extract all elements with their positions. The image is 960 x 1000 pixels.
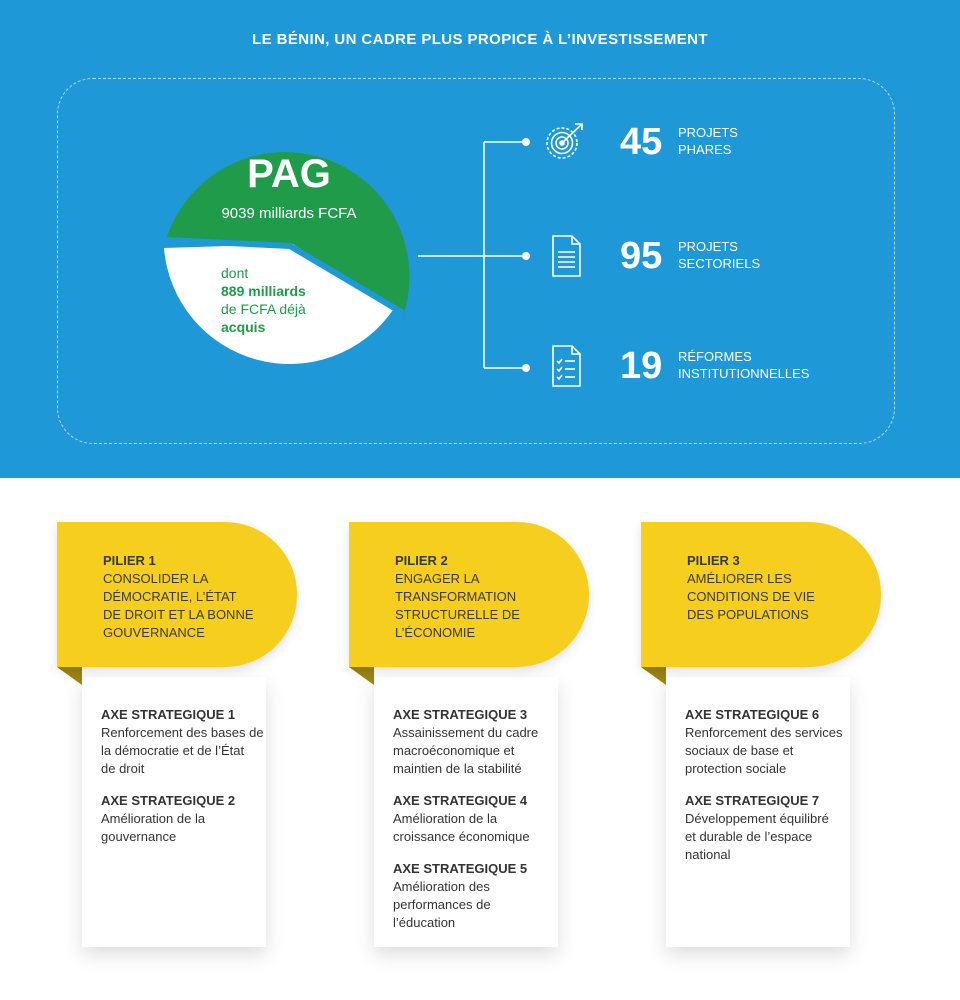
acquis-line-1: dont <box>221 265 249 281</box>
pillar-description: ENGAGER LA TRANSFORMATION STRUCTURELLE DE L’ÉCONOMIE <box>395 571 520 640</box>
stat-label: PROJETS SECTORIELS <box>678 239 761 271</box>
top-banner <box>0 0 960 478</box>
axe-item: AXE STRATEGIQUE 4 Amélioration de la croissance économique <box>393 793 530 844</box>
pillar-header <box>57 522 297 667</box>
axe-item: AXE STRATEGIQUE 7 Développement équilibré et durable de l’espace national <box>685 793 829 862</box>
fold-shadow <box>349 667 374 685</box>
pag-amount: 9039 milliards FCFA <box>221 205 357 222</box>
connector-dot-3 <box>522 364 530 372</box>
pag-acquis-text <box>221 264 341 336</box>
fold-shadow <box>641 667 666 685</box>
stat-reformes <box>544 344 904 394</box>
axe-item: AXE STRATEGIQUE 5 Amélioration des performances de l’éducation <box>393 861 528 930</box>
stat-projets-sectoriels <box>544 234 904 284</box>
stat-label: PROJETS PHARES <box>678 125 738 157</box>
pillar-description: CONSOLIDER LA DÉMOCRATIE, L’ÉTAT DE DROIT ET LA BONNE GOUVERNANCE <box>103 571 254 640</box>
target-icon <box>544 120 588 164</box>
stat-projets-phares <box>544 120 904 170</box>
axe-item: AXE STRATEGIQUE 6 Renforcement des services sociaux de base et protection sociale <box>685 707 843 776</box>
pag-title: PAG <box>247 152 331 196</box>
pillar-title: PILIER 1 <box>103 553 156 568</box>
stat-number: 45 <box>620 121 663 163</box>
document-icon <box>544 234 588 278</box>
acquis-line-3: de FCFA déjà <box>221 301 306 317</box>
pillar-header <box>641 522 881 667</box>
stat-number: 95 <box>620 235 663 277</box>
stat-label: RÉFORMES INSTITUTIONNELLES <box>678 349 810 381</box>
pillar-title: PILIER 2 <box>395 553 448 568</box>
axes-list <box>393 706 583 946</box>
connector-dot-2 <box>522 252 530 260</box>
axe-item: AXE STRATEGIQUE 1 Renforcement des bases de la démocratie et de l’État de droit <box>101 707 264 776</box>
axes-list <box>101 706 291 860</box>
pillar-description: AMÉLIORER LES CONDITIONS DE VIE DES POPULATIONS <box>687 571 815 622</box>
axes-list <box>685 706 875 878</box>
connector-dot-1 <box>522 138 530 146</box>
pillar-title: PILIER 3 <box>687 553 740 568</box>
axe-item: AXE STRATEGIQUE 2 Amélioration de la gouvernance <box>101 793 236 844</box>
stat-number: 19 <box>620 345 663 387</box>
acquis-line-4: acquis <box>221 319 266 335</box>
axe-item: AXE STRATEGIQUE 3 Assainissement du cadre macroéconomique et maintien de la stabilité <box>393 707 539 776</box>
page-title: LE BÉNIN, UN CADRE PLUS PROPICE À L’INVESTISSEMENT <box>252 31 708 48</box>
fold-shadow <box>57 667 82 685</box>
acquis-line-2: 889 milliards <box>221 283 306 299</box>
pillar-header <box>349 522 589 667</box>
checklist-icon <box>544 344 588 388</box>
